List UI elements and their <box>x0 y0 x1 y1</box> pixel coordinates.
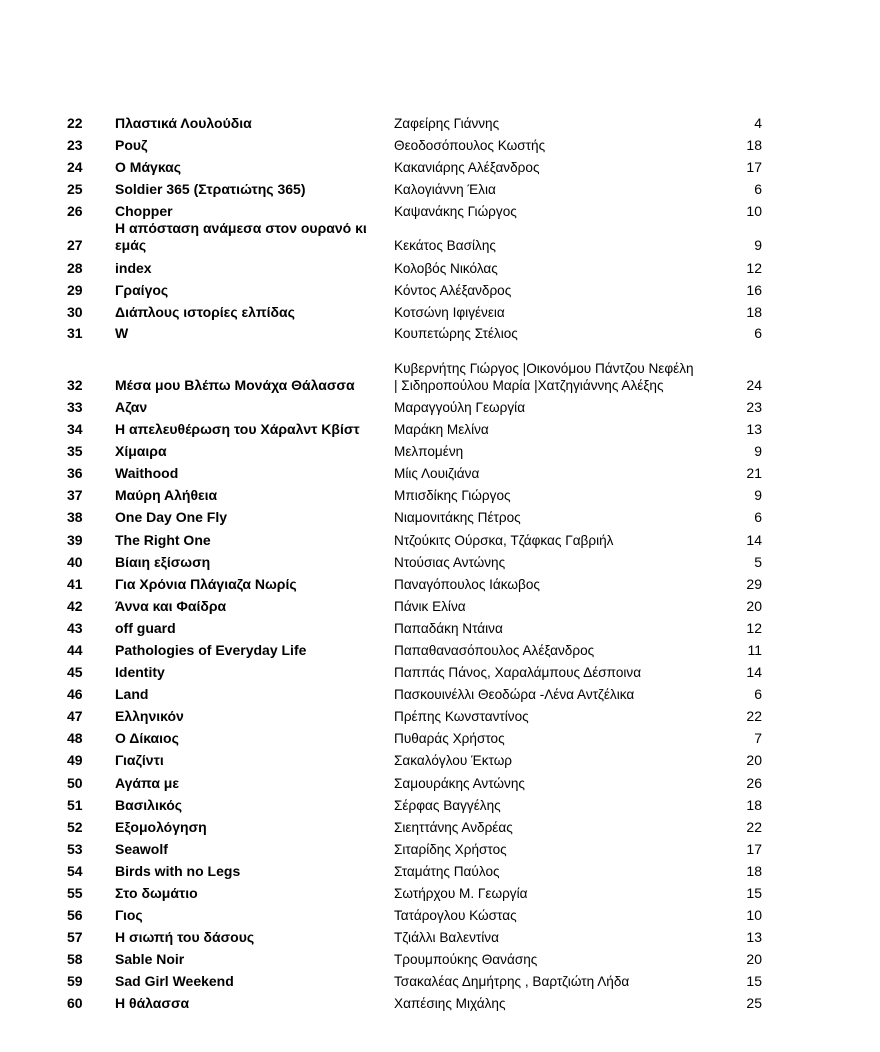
entry-count: 20 <box>746 951 762 968</box>
entry-title: Μαύρη Αλήθεια <box>115 487 218 504</box>
table-row <box>0 617 880 639</box>
entry-number: 42 <box>67 597 83 614</box>
entry-title: Βίαιη εξίσωση <box>115 553 211 570</box>
table-row <box>0 639 880 661</box>
entry-number: 49 <box>67 752 83 769</box>
entry-number: 52 <box>67 818 83 835</box>
entry-title: Άννα και Φαίδρα <box>115 597 227 614</box>
entry-author: Κουπετώρης Στέλιος <box>394 325 518 341</box>
entry-count: 21 <box>746 465 762 482</box>
entry-number: 28 <box>67 259 83 276</box>
entry-title: Στο δωμάτιο <box>115 885 198 901</box>
entry-title: Sable Noir <box>115 951 185 968</box>
entry-title: Soldier 365 (Στρατιώτης 365) <box>115 181 306 198</box>
table-row <box>0 661 880 683</box>
entry-title: Sad Girl Weekend <box>115 973 234 990</box>
entry-title: Pathologies of Everyday Life <box>115 641 307 658</box>
entry-number: 45 <box>67 664 83 681</box>
entry-author: Χαπέσιης Μιχάλης <box>394 996 506 1012</box>
entry-author: Σακαλόγλου Έκτωρ <box>394 753 513 769</box>
entry-title: Η απόσταση ανάμεσα στον ουρανό κι εμάς <box>115 220 367 254</box>
entry-author: Τζιάλλι Βαλεντίνα <box>394 930 499 946</box>
table-row <box>0 683 880 705</box>
entry-count: 15 <box>746 973 762 990</box>
entry-author: Σταμάτης Παύλος <box>394 863 500 879</box>
entry-title: Ελληνικόν <box>115 708 184 725</box>
entry-count: 14 <box>746 664 762 681</box>
table-row <box>0 573 880 595</box>
table-row <box>0 904 880 926</box>
entry-author: Πρέπης Κωνσταντίνος <box>394 709 529 725</box>
entry-count: 17 <box>746 840 762 857</box>
entry-author: Ζαφείρης Γιάννης <box>394 116 500 132</box>
entry-number: 33 <box>67 398 83 415</box>
entry-title: Waithood <box>115 465 179 482</box>
table-row <box>0 794 880 816</box>
entry-count: 26 <box>746 774 762 791</box>
entry-count: 24 <box>746 376 762 393</box>
entry-count: 7 <box>754 730 762 747</box>
entry-author: Κεκάτος Βασίλης <box>394 238 496 254</box>
table-row <box>0 323 880 345</box>
entry-count: 17 <box>746 159 762 176</box>
entry-title: The Right One <box>115 531 211 548</box>
entry-title: Η θάλασσα <box>115 995 190 1012</box>
table-row <box>0 462 880 484</box>
table-row <box>0 882 880 904</box>
entry-author: Ντζούκιτς Ούρσκα, Τζάφκας Γαβριήλ <box>394 532 614 548</box>
entry-count: 22 <box>746 708 762 725</box>
entry-title: Ο Δίκαιος <box>115 730 179 747</box>
entry-count: 6 <box>754 181 762 198</box>
table-row <box>0 551 880 573</box>
entry-title: Χίμαιρα <box>115 443 167 460</box>
entry-number: 57 <box>67 929 83 946</box>
entry-number: 39 <box>67 531 83 548</box>
table-row <box>0 279 880 301</box>
entry-author: Τρουμπούκης Θανάσης <box>394 952 538 968</box>
entry-count: 12 <box>746 259 762 276</box>
entry-title: Chopper <box>115 203 173 220</box>
entry-title: Η σιωπή του δάσους <box>115 929 255 946</box>
entry-title: Γιαζίντι <box>115 752 164 769</box>
entry-author: Τσακαλέας Δημήτρης , Βαρτζιώτη Λήδα <box>394 974 630 990</box>
entry-author: Σιεηττάνης Ανδρέας <box>394 819 513 835</box>
entry-author: Παναγόπουλος Ιάκωβος <box>394 576 540 592</box>
entry-number: 54 <box>67 862 83 879</box>
entry-count: 25 <box>746 995 762 1012</box>
entry-count: 13 <box>746 929 762 946</box>
entry-count: 9 <box>754 443 762 460</box>
entry-author: Σωτήρχου Μ. Γεωργία <box>394 886 528 901</box>
entry-count: 9 <box>754 237 762 254</box>
entry-count: 14 <box>746 531 762 548</box>
entry-author: Κακανιάρης Αλέξανδρος <box>394 160 540 176</box>
entry-author: Θεοδοσόπουλος Κωστής <box>394 138 546 154</box>
entry-author: Μελπομένη <box>394 444 464 460</box>
entry-author: Σιταρίδης Χρήστος <box>394 841 507 857</box>
entry-author: Κοτσώνη Ιφιγένεια <box>394 304 505 320</box>
entry-title: index <box>115 259 152 276</box>
table-row <box>0 705 880 727</box>
entry-number: 40 <box>67 553 83 570</box>
table-row <box>0 200 880 222</box>
entry-number: 23 <box>67 137 83 154</box>
entry-author: Καψανάκης Γιώργος <box>394 204 517 220</box>
entry-author: Μίις Λουιζιάνα <box>394 466 480 482</box>
table-row <box>0 816 880 838</box>
entry-title: Ρουζ <box>115 137 148 154</box>
entry-count: 15 <box>746 885 762 901</box>
table-row <box>0 860 880 882</box>
entry-title: Seawolf <box>115 840 168 857</box>
entry-author: Καλογιάννη Έλια <box>394 182 496 198</box>
entry-number: 58 <box>67 951 83 968</box>
entry-number: 43 <box>67 619 83 636</box>
entry-count: 10 <box>746 203 762 220</box>
entry-number: 48 <box>67 730 83 747</box>
table-row <box>0 178 880 200</box>
entry-title: Identity <box>115 664 165 681</box>
entry-count: 18 <box>746 303 762 320</box>
entry-title: Ο Μάγκας <box>115 159 182 176</box>
entry-author: Μαραγγούλη Γεωργία <box>394 399 526 415</box>
entry-number: 25 <box>67 181 83 198</box>
table-row <box>0 440 880 462</box>
entry-number: 47 <box>67 708 83 725</box>
entry-title: Διάπλους ιστορίες ελπίδας <box>115 303 295 320</box>
table-row <box>0 112 880 134</box>
entry-title: Land <box>115 686 149 703</box>
entry-author: Πασκουινέλλι Θεοδώρα -Λένα Αντζέλικα <box>394 687 635 703</box>
entry-count: 23 <box>746 398 762 415</box>
entry-count: 18 <box>746 862 762 879</box>
entry-number: 35 <box>67 443 83 460</box>
entry-title: Μέσα μου Βλέπω Μονάχα Θάλασσα <box>115 376 355 393</box>
entry-title: W <box>115 324 129 341</box>
table-row <box>0 156 880 178</box>
entry-title: Birds with no Legs <box>115 862 241 879</box>
entry-number: 34 <box>67 421 83 438</box>
entry-number: 26 <box>67 203 83 220</box>
entry-number: 50 <box>67 774 83 791</box>
entry-author: Σαμουράκης Αντώνης <box>394 775 525 791</box>
table-row <box>0 345 880 396</box>
table-row <box>0 396 880 418</box>
entry-title: Βασιλικός <box>115 796 183 813</box>
entry-number: 51 <box>67 796 83 813</box>
table-row <box>0 484 880 506</box>
entry-count: 4 <box>754 115 762 132</box>
entry-count: 29 <box>746 575 762 592</box>
entry-number: 29 <box>67 281 83 298</box>
entry-count: 9 <box>754 487 762 504</box>
table-row <box>0 418 880 440</box>
entry-count: 18 <box>746 796 762 813</box>
entry-number: 56 <box>67 907 83 924</box>
entry-count: 22 <box>746 818 762 835</box>
table-row <box>0 926 880 948</box>
entry-author: Πυθαράς Χρήστος <box>394 731 505 747</box>
entry-author: Παπαθανασόπουλος Αλέξανδρος <box>394 642 595 658</box>
entry-title: One Day One Fly <box>115 509 228 526</box>
entry-title: Γραίγος <box>115 281 169 298</box>
table-row <box>0 506 880 528</box>
table-row <box>0 727 880 749</box>
entry-count: 12 <box>746 619 762 636</box>
entry-title: Πλαστικά Λουλούδια <box>115 115 252 132</box>
entry-author: Πάνικ Ελίνα <box>394 598 466 614</box>
entries-table <box>0 112 880 1014</box>
entry-title: off guard <box>115 619 176 636</box>
table-row <box>0 749 880 771</box>
table-row <box>0 134 880 156</box>
entry-title: Εξομολόγηση <box>115 818 207 835</box>
entry-number: 30 <box>67 303 83 320</box>
entry-count: 6 <box>754 686 762 703</box>
entry-title: Αγάπα με <box>115 774 180 791</box>
entry-number: 55 <box>67 885 83 901</box>
entry-title: Αζαν <box>115 398 148 415</box>
table-row <box>0 301 880 323</box>
entry-author: Κόντος Αλέξανδρος <box>394 282 512 298</box>
entry-author: Τατάρογλου Κώστας <box>394 908 517 924</box>
entry-number: 22 <box>67 115 83 132</box>
entry-number: 59 <box>67 973 83 990</box>
table-row <box>0 970 880 992</box>
entry-count: 11 <box>747 641 762 658</box>
table-row <box>0 838 880 860</box>
entry-author: Κολοβός Νικόλας <box>394 260 498 276</box>
entry-author: Μπισδίκης Γιώργος <box>394 488 511 504</box>
table-row <box>0 948 880 970</box>
entry-number: 41 <box>67 575 83 592</box>
entry-author: Νιαμονιτάκης Πέτρος <box>394 510 521 526</box>
table-row <box>0 256 880 278</box>
table-row <box>0 992 880 1014</box>
entry-number: 32 <box>67 376 83 393</box>
entry-number: 38 <box>67 509 83 526</box>
entry-count: 13 <box>746 421 762 438</box>
entry-author: Παπαδάκη Ντάινα <box>394 620 503 636</box>
entry-number: 36 <box>67 465 83 482</box>
entry-number: 53 <box>67 840 83 857</box>
entry-count: 10 <box>746 907 762 924</box>
entry-title: Για Χρόνια Πλάγιαζα Νωρίς <box>115 575 297 592</box>
entry-count: 16 <box>746 281 762 298</box>
entry-count: 18 <box>746 137 762 154</box>
entry-count: 20 <box>746 597 762 614</box>
entry-title: Η απελευθέρωση του Χάραλντ Κβίστ <box>115 421 360 438</box>
table-row <box>0 595 880 617</box>
entry-number: 37 <box>67 487 83 504</box>
entry-author: Κυβερνήτης Γιώργος |Οικονόμου Πάντζου Νεφέλη | Σιδηροπούλου Μαρία |Χατζηγιάννης Αλέξης <box>394 360 694 393</box>
entry-author: Μαράκη Μελίνα <box>394 422 489 438</box>
entry-number: 44 <box>67 641 83 658</box>
entry-author: Παππάς Πάνος, Χαραλάμπους Δέσποινα <box>394 665 642 681</box>
entry-number: 27 <box>67 237 83 254</box>
table-row <box>0 771 880 793</box>
entry-author: Σέρφας Βαγγέλης <box>394 797 501 813</box>
table-row <box>0 528 880 550</box>
table-row <box>0 222 880 256</box>
entry-count: 20 <box>746 752 762 769</box>
entry-number: 60 <box>67 995 83 1012</box>
entry-count: 6 <box>754 509 762 526</box>
entry-author: Ντούσιας Αντώνης <box>394 554 506 570</box>
entry-number: 31 <box>67 324 83 341</box>
entry-title: Γιος <box>115 907 143 924</box>
entry-number: 24 <box>67 159 83 176</box>
entry-count: 5 <box>754 553 762 570</box>
entry-count: 6 <box>754 324 762 341</box>
entry-number: 46 <box>67 686 83 703</box>
